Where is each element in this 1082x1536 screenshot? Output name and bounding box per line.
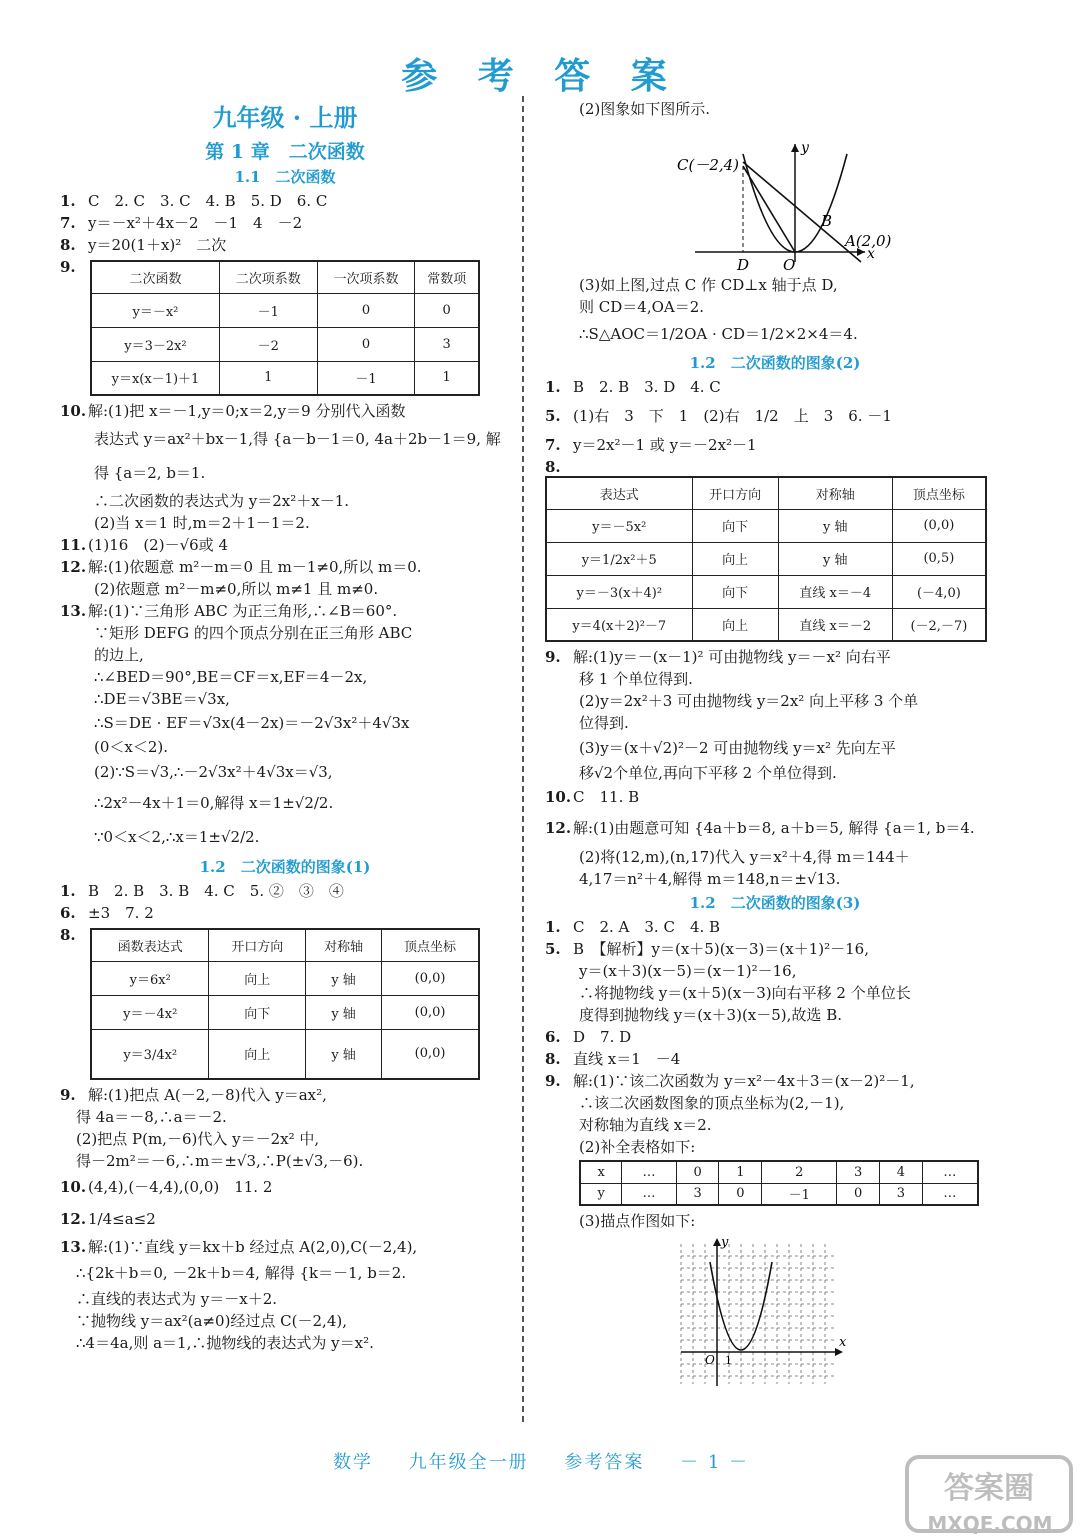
answer-text: ∴DE＝√3BE＝√3x, <box>94 690 230 708</box>
td: 向上 <box>692 542 778 575</box>
th: 开口方向 <box>692 477 778 509</box>
answer-text: 1/4≤a≤2 <box>88 1210 156 1228</box>
td: y＝6x² <box>91 961 209 995</box>
answer-text: ∵抛物线 y＝ax²(a≠0)经过点 C(－2,4), <box>76 1312 347 1330</box>
td: 2 <box>762 1161 837 1183</box>
q-num: 6. <box>545 1028 561 1046</box>
td: 直线 x＝－2 <box>778 608 892 641</box>
footer-grade: 九年级全一册 <box>408 1452 529 1473</box>
td: 4 <box>879 1161 922 1183</box>
right-column <box>545 98 1005 1396</box>
answer-line <box>60 190 510 212</box>
label-o: O <box>705 1353 715 1367</box>
q-num: 8. <box>545 458 561 476</box>
q-num: 12. <box>60 1210 87 1228</box>
q-num: 8. <box>60 236 76 254</box>
answer-line <box>545 646 1005 668</box>
answer-text: (1)右 3 下 1 (2)右 1/2 上 3 6. －1 <box>573 407 892 425</box>
answer-text: ∵0＜x＜2,∴x＝1±√2/2. <box>94 828 260 846</box>
grade-heading: 九年级 · 上册 <box>212 103 358 132</box>
page-number: － 1 － <box>680 1452 750 1473</box>
answer-line <box>545 398 1005 434</box>
answer-line <box>60 600 510 622</box>
td: (0,5) <box>892 542 986 575</box>
answer-line <box>60 234 510 256</box>
td: y＝－x² <box>91 293 219 327</box>
td: y＝3/4x² <box>91 1029 209 1079</box>
td: y 轴 <box>306 961 382 995</box>
td: y＝－3(x＋4)² <box>546 575 692 608</box>
td: －1 <box>317 361 415 395</box>
label-x: x <box>839 1335 847 1350</box>
answer-text: (0＜x＜2). <box>94 738 169 756</box>
answer-text: (3)如上图,过点 C 作 CD⊥x 轴于点 D, <box>579 276 838 294</box>
answer-text: 则 CD＝4,OA＝2. <box>579 298 705 316</box>
answer-line <box>60 556 510 578</box>
td: 1 <box>719 1161 762 1183</box>
td: 向下 <box>209 995 306 1029</box>
answer-text: 得 4a＝－8,∴a＝－2. <box>76 1108 227 1126</box>
answer-line <box>545 376 1005 398</box>
q-num: 1. <box>60 192 76 210</box>
td: －2 <box>219 327 317 361</box>
td: 直线 x＝－4 <box>778 575 892 608</box>
answer-text: B 2. B 3. B 4. C 5. ② ③ ④ <box>88 882 344 900</box>
answer-text: ∴该二次函数图象的顶点坐标为(2,－1), <box>579 1094 845 1112</box>
answer-text: (2)图象如下图所示. <box>579 100 711 118</box>
th: 常数项 <box>415 261 479 293</box>
label-a: A(2,0) <box>845 232 892 250</box>
page-title: 参 考 答 案 <box>401 55 681 97</box>
column-divider <box>522 96 524 1422</box>
answer-text: 得－2m²＝－6,∴m＝±√3,∴P(±√3,－6). <box>76 1152 364 1170</box>
td: y＝－5x² <box>546 509 692 542</box>
answer-text: ∴2x²－4x＋1＝0,解得 x＝1±√2/2. <box>94 794 334 812</box>
section-heading-1-2-3: 1.2 二次函数的图象(3) <box>689 894 861 912</box>
parabola-line-graph <box>545 122 1005 272</box>
table-q9 <box>90 260 480 396</box>
answer-line <box>545 456 1005 474</box>
td: … <box>922 1161 978 1183</box>
td: … <box>622 1183 676 1205</box>
label-y: y <box>801 140 809 156</box>
y-axis-arrow <box>791 144 799 152</box>
th: 一次项系数 <box>317 261 415 293</box>
table-q8-left <box>90 928 480 1080</box>
td: 0 <box>837 1183 880 1205</box>
td: y＝4(x＋2)²－7 <box>546 608 692 641</box>
answer-text: ∵矩形 DEFG 的四个顶点分别在正三角形 ABC <box>94 624 413 642</box>
td: 0 <box>317 293 415 327</box>
footer-subject: 数学 <box>332 1452 373 1473</box>
td: (－4,0) <box>892 575 986 608</box>
td: (0,0) <box>892 509 986 542</box>
answer-text: C 11. B <box>573 788 640 806</box>
q-num: 12. <box>545 819 572 837</box>
answer-text: C 2. A 3. C 4. B <box>573 918 721 936</box>
td: 3 <box>837 1161 880 1183</box>
q-num: 13. <box>60 602 87 620</box>
answer-text: 度得到抛物线 y＝(x＋3)(x－5),故选 B. <box>579 1006 842 1024</box>
th: 开口方向 <box>209 929 306 961</box>
th: 表达式 <box>546 477 692 509</box>
answer-line <box>60 534 510 556</box>
answer-text: ∴S＝DE · EF＝√3x(4－2x)＝－2√3x²＋4√3x <box>94 714 410 732</box>
q-num: 1. <box>545 378 561 396</box>
answer-text: (3)y＝(x＋√2)²－2 可由抛物线 y＝x² 先向左平 <box>579 739 896 757</box>
td: 1 <box>415 361 479 395</box>
answer-line <box>60 1084 510 1106</box>
answer-line <box>545 916 1005 938</box>
answer-text: 解:(1)依题意 m²－m＝0 且 m－1≠0,所以 m＝0. <box>88 558 422 576</box>
answer-text: (2)y＝2x²＋3 可由抛物线 y＝2x² 向上平移 3 个单 <box>579 692 919 710</box>
y-axis-arrow <box>713 1238 721 1246</box>
segment-co <box>743 166 795 252</box>
watermark-logo: 答案圈 <box>905 1455 1073 1533</box>
label-o: O <box>783 256 796 272</box>
q-num: 7. <box>60 214 76 232</box>
q-num: 11. <box>60 536 87 554</box>
q-num: 9. <box>545 1072 561 1090</box>
th: 顶点坐标 <box>892 477 986 509</box>
q-num: 9. <box>60 258 76 276</box>
answer-text: 移√2个单位,再向下平移 2 个单位得到. <box>579 764 837 782</box>
answer-text: (4,4),(－4,4),(0,0) 11. 2 <box>88 1178 273 1196</box>
q-num: 5. <box>545 407 561 425</box>
td: 0 <box>317 327 415 361</box>
answer-text: B 2. B 3. D 4. C <box>573 378 721 396</box>
answer-line <box>60 400 510 422</box>
answer-line <box>60 1202 510 1236</box>
answer-text: ±3 7. 2 <box>88 904 154 922</box>
th: 对称轴 <box>778 477 892 509</box>
q-num: 9. <box>60 1086 76 1104</box>
td: 0 <box>719 1183 762 1205</box>
answer-text: ∴二次函数的表达式为 y＝2x²＋x－1. <box>94 492 350 510</box>
q-num: 1. <box>60 882 76 900</box>
label-c: C(－2,4) <box>677 156 740 174</box>
answer-text: y＝(x＋3)(x－5)＝(x－1)²－16, <box>579 962 797 980</box>
q-num: 10. <box>60 1178 87 1196</box>
td: x <box>580 1161 622 1183</box>
q-num: 12. <box>60 558 87 576</box>
answer-text: 解:(1)∵直线 y＝kx＋b 经过点 A(2,0),C(－2,4), <box>88 1238 418 1256</box>
answer-text: 解:(1)把 x＝－1,y＝0;x＝2,y＝9 分别代入函数 <box>88 402 406 420</box>
td: 1 <box>219 361 317 395</box>
answer-text: y＝20(1＋x)² 二次 <box>88 236 227 254</box>
answer-text: D 7. D <box>573 1028 632 1046</box>
td: (0,0) <box>382 1029 479 1079</box>
answer-line <box>60 1172 510 1202</box>
td: 向上 <box>209 1029 306 1079</box>
answer-text: 解:(1)y＝－(x－1)² 可由抛物线 y＝－x² 向右平 <box>573 648 891 666</box>
footer-label: 参考答案 <box>564 1452 645 1473</box>
label-b: B <box>821 212 833 230</box>
answer-line <box>545 784 1005 810</box>
answer-text: ∴{2k＋b＝0, －2k＋b＝4, 解得 {k＝－1, b＝2. <box>76 1264 407 1282</box>
td: 3 <box>415 327 479 361</box>
label-y: y <box>721 1235 729 1250</box>
answer-text: 移 1 个单位得到. <box>579 670 693 688</box>
td: y 轴 <box>778 509 892 542</box>
answer-text: 4,17＝n²＋4,解得 m＝148,n＝±√13. <box>579 870 841 888</box>
td: 向上 <box>209 961 306 995</box>
td: … <box>622 1161 676 1183</box>
td: y＝1/2x²＋5 <box>546 542 692 575</box>
answer-text: 的边上, <box>94 646 144 664</box>
td: y 轴 <box>778 542 892 575</box>
answer-text: 解:(1)把点 A(－2,－8)代入 y＝ax², <box>88 1086 327 1104</box>
answer-text: 解:(1)∵该二次函数为 y＝x²－4x＋3＝(x－2)²－1, <box>573 1072 915 1090</box>
answer-text: 对称轴为直线 x＝2. <box>579 1116 712 1134</box>
td: … <box>922 1183 978 1205</box>
label-d: D <box>737 256 750 272</box>
answer-text: (1)16 (2)－√6或 4 <box>88 536 228 554</box>
td: 0 <box>676 1161 719 1183</box>
table-xy <box>579 1160 979 1206</box>
section-heading-1-1: 1.1 二次函数 <box>234 168 336 186</box>
answer-text: 解:(1)由题意可知 {4a＋b＝8, a＋b＝5, 解得 {a＝1, b＝4. <box>573 819 975 837</box>
td: 向上 <box>692 608 778 641</box>
label-x: x <box>867 246 875 262</box>
section-heading-1-2-1: 1.2 二次函数的图象(1) <box>199 858 371 876</box>
chapter-heading: 第 1 章 二次函数 <box>205 141 365 163</box>
td: y＝x(x－1)＋1 <box>91 361 219 395</box>
answer-text: (2)∵S＝√3,∴－2√3x²＋4√3x＝√3, <box>94 763 333 781</box>
answer-line <box>60 212 510 234</box>
th: 顶点坐标 <box>382 929 479 961</box>
q-num: 7. <box>545 436 561 454</box>
q-num: 6. <box>60 904 76 922</box>
td: y <box>580 1183 622 1205</box>
th: 二次函数 <box>91 261 219 293</box>
td: y＝3－2x² <box>91 327 219 361</box>
q-num: 13. <box>60 1238 87 1256</box>
answer-text: y＝－x²＋4x－2 －1 4 －2 <box>88 214 303 232</box>
td: 向下 <box>692 509 778 542</box>
answer-line <box>545 1048 1005 1070</box>
answer-text: B 【解析】y＝(x＋5)(x－3)＝(x＋1)²－16, <box>573 940 869 958</box>
answer-text: 位得到. <box>579 714 629 732</box>
answer-text: ∴将抛物线 y＝(x＋5)(x－3)向右平移 2 个单位长 <box>579 984 911 1002</box>
answer-line <box>60 880 510 902</box>
answer-text: (2)补全表格如下: <box>579 1138 696 1156</box>
answer-line <box>545 938 1005 960</box>
td: －1 <box>219 293 317 327</box>
answer-text: ∴S△AOC＝1/2OA · CD＝1/2×2×4＝4. <box>579 325 858 343</box>
answer-text: (2)把点 P(m,－6)代入 y＝－2x² 中, <box>76 1130 320 1148</box>
answer-line <box>545 1026 1005 1048</box>
q-num: 5. <box>545 940 561 958</box>
td: 向下 <box>692 575 778 608</box>
answer-text: 表达式 y＝ax²＋bx－1,得 {a－b－1＝0, 4a＋2b－1＝9, 解 <box>94 430 501 448</box>
left-column <box>60 98 510 1354</box>
td: y 轴 <box>306 995 382 1029</box>
answer-text: 解:(1)∵三角形 ABC 为正三角形,∴∠B＝60°. <box>88 602 398 620</box>
table-q8-right <box>545 476 987 642</box>
answer-line <box>545 1070 1005 1092</box>
td: (－2,－7) <box>892 608 986 641</box>
td: (0,0) <box>382 961 479 995</box>
answer-line <box>545 434 1005 456</box>
q-num: 8. <box>545 1050 561 1068</box>
q-num: 1. <box>545 918 561 936</box>
answer-line <box>60 902 510 924</box>
answer-text: ∴∠BED＝90°,BE＝CF＝x,EF＝4－2x, <box>94 668 368 686</box>
grid-parabola-graph <box>545 1234 1005 1394</box>
q-num: 10. <box>60 402 87 420</box>
label-one: 1 <box>725 1354 732 1367</box>
answer-text: 直线 x＝1 －4 <box>573 1050 681 1068</box>
th: 二次项系数 <box>219 261 317 293</box>
q-num: 8. <box>60 926 76 944</box>
answer-line <box>545 810 1005 846</box>
td: －1 <box>762 1183 837 1205</box>
answer-text: (2)当 x＝1 时,m＝2＋1－1＝2. <box>94 514 310 532</box>
section-heading-1-2-2: 1.2 二次函数的图象(2) <box>689 354 861 372</box>
answer-text: ∴直线的表达式为 y＝－x＋2. <box>76 1290 278 1308</box>
td: y＝－4x² <box>91 995 209 1029</box>
th: 对称轴 <box>306 929 382 961</box>
answer-text: ∴4＝4a,则 a＝1,∴抛物线的表达式为 y＝x². <box>76 1334 374 1352</box>
answer-line <box>60 1236 510 1258</box>
answer-text: 得 {a＝2, b＝1. <box>94 464 206 482</box>
watermark-url: MXQE.COM <box>927 1512 1053 1536</box>
q-num: 10. <box>545 788 572 806</box>
line-ca <box>743 162 861 262</box>
answer-text: y＝2x²－1 或 y＝－2x²－1 <box>573 436 757 454</box>
th: 函数表达式 <box>91 929 209 961</box>
q-num: 9. <box>545 648 561 666</box>
answer-text: (2)依题意 m²－m≠0,所以 m≠1 且 m≠0. <box>94 580 379 598</box>
answer-text: (3)描点作图如下: <box>579 1212 696 1230</box>
answer-text: (2)将(12,m),(n,17)代入 y＝x²＋4,得 m＝144＋ <box>579 848 910 866</box>
td: (0,0) <box>382 995 479 1029</box>
td: 3 <box>676 1183 719 1205</box>
td: y 轴 <box>306 1029 382 1079</box>
answer-text: C 2. C 3. C 4. B 5. D 6. C <box>88 192 328 210</box>
td: 3 <box>879 1183 922 1205</box>
td: 0 <box>415 293 479 327</box>
